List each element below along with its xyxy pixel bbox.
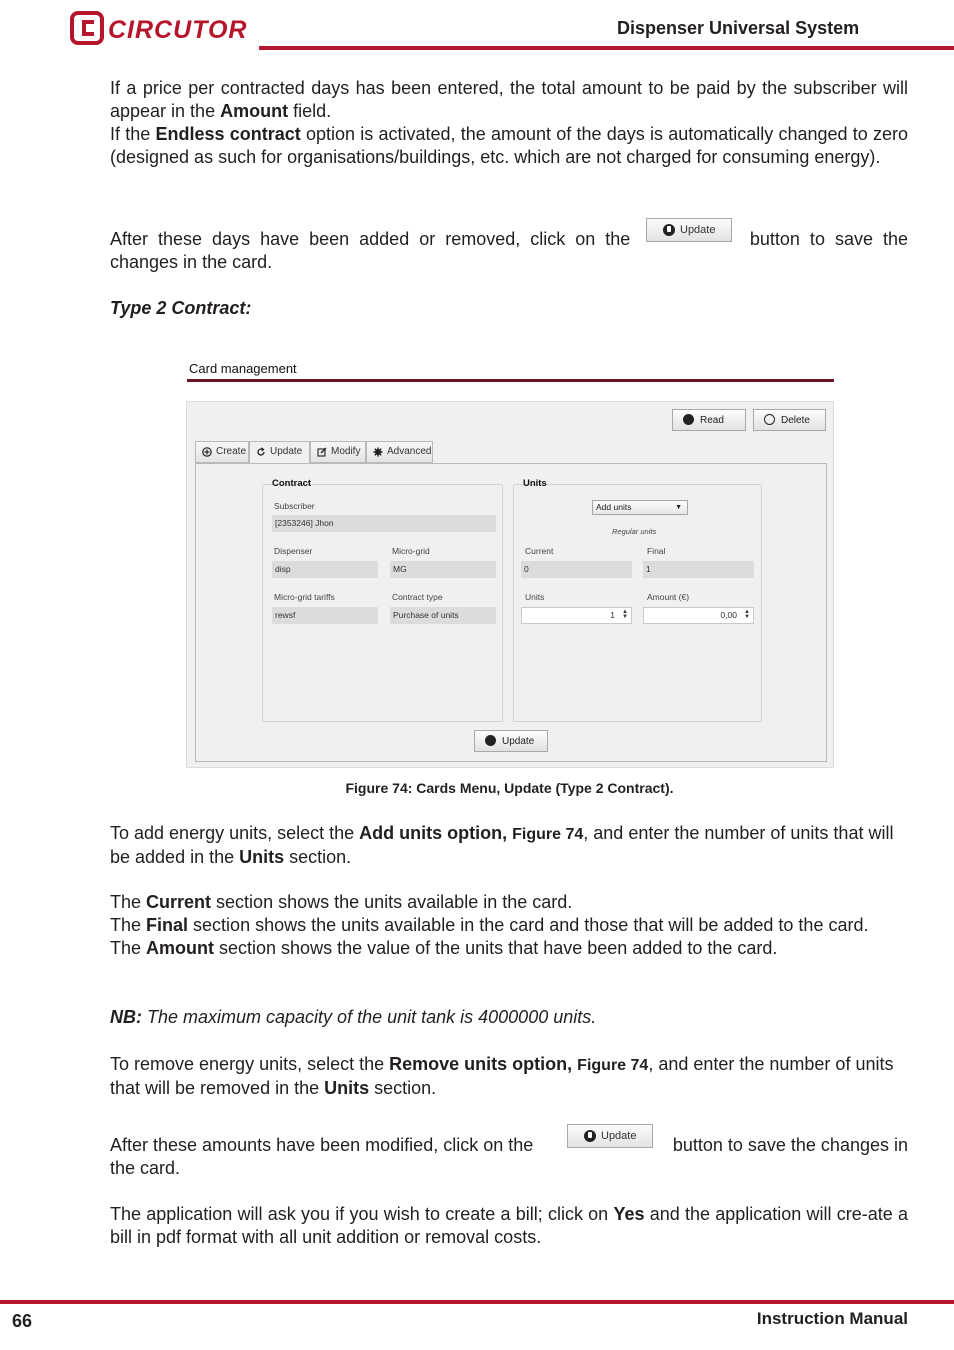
dropdown-arrow-icon: ▼ (675, 504, 682, 511)
spinner-icon[interactable]: ▲ ▼ (744, 609, 750, 620)
current-field[interactable]: 0 (521, 561, 632, 578)
units-input[interactable]: 1 ▲ ▼ (521, 607, 632, 624)
spinner-icon[interactable]: ▲ ▼ (622, 609, 628, 620)
dispenser-field[interactable]: disp (272, 561, 378, 578)
header-rule (259, 46, 954, 50)
update-button[interactable]: Update (474, 730, 548, 752)
paragraph-bill: The application will ask you if you wish to create a bill; click on Yes and the application will cre-ate a bill in pdf format with all unit addition or removal costs. (110, 1204, 909, 1247)
delete-icon (764, 414, 775, 425)
contract-type-field[interactable]: Purchase of units (390, 607, 496, 624)
update-icon (584, 1130, 596, 1142)
plus-circle-icon (202, 447, 212, 457)
final-label: Final (647, 546, 666, 556)
window-title-rule (187, 379, 834, 382)
units-title: Units (523, 478, 547, 489)
tab-modify[interactable]: Modify (310, 441, 366, 463)
amount-label: Amount (€) (647, 592, 690, 602)
microgrid-label: Micro-grid (392, 546, 430, 556)
contract-title: Contract (272, 478, 312, 489)
window-title: Card management (189, 361, 297, 376)
paragraph-add-units: To add energy units, select the Add units option, Figure 74, and enter the number of units that will be added in the Units section. (110, 823, 894, 867)
gear-icon (373, 447, 383, 457)
paragraph-amount: If a price per contracted days has been entered, the total amount to be paid by the subscriber will appear in the Amount field. If the Endless contract option is activated, the amount of the days is automatically changed to zero (designed as such for organisations/buildings, etc. which are not charged for consuming energy). (110, 78, 909, 167)
tab-advanced[interactable]: Advanced (366, 441, 433, 463)
subscriber-label: Subscriber (274, 501, 315, 511)
type2-heading: Type 2 Contract: (110, 298, 252, 318)
footer-title: Instruction Manual (756, 1309, 908, 1328)
update-tab-content (195, 463, 827, 762)
page-number: 66 (12, 1311, 33, 1331)
contract-type-label: Contract type (392, 592, 443, 602)
regular-units-note: Regular units (612, 527, 657, 536)
tariffs-label: Micro-grid tariffs (274, 592, 335, 602)
tab-update[interactable]: Update (249, 441, 310, 464)
tab-create[interactable]: Create (195, 441, 249, 463)
footer-rule (0, 1300, 954, 1304)
edit-icon (317, 447, 327, 457)
paragraph-sections: The Current section shows the units available in the card. The Final section shows the units available in the card and those that will be added to the card. The Amount section shows the value of the units that have been added to the card. (110, 892, 869, 958)
tariffs-field[interactable]: rewsf (272, 607, 378, 624)
header-title: Dispenser Universal System (617, 18, 860, 38)
read-icon (683, 414, 694, 425)
delete-button[interactable]: Delete (753, 409, 826, 431)
paragraph-update-days: After these days have been added or removed, click on the button to save the changes in the card. (110, 229, 908, 272)
units-label: Units (525, 592, 545, 602)
microgrid-field[interactable]: MG (390, 561, 496, 578)
card-panel (186, 401, 834, 768)
card-management-figure (172, 341, 844, 768)
paragraph-update-amounts: After these amounts have been modified, click on the button to save the changes in the card. (110, 1135, 908, 1178)
svg-text:CIRCUTOR: CIRCUTOR (108, 16, 248, 44)
refresh-icon (256, 447, 266, 457)
amount-input[interactable]: 0,00 ▲ ▼ (643, 607, 754, 624)
dispenser-label: Dispenser (274, 546, 313, 556)
contract-group (262, 478, 503, 722)
units-mode-select[interactable]: Add units ▼ (592, 500, 688, 515)
read-button[interactable]: Read (672, 409, 746, 431)
subscriber-field[interactable]: [2353246] Jhon (272, 515, 496, 532)
current-label: Current (525, 546, 554, 556)
final-field[interactable]: 1 (643, 561, 754, 578)
update-button-inline-2[interactable]: Update (567, 1124, 653, 1148)
update-icon (663, 224, 675, 236)
units-group (513, 478, 762, 722)
paragraph-remove-units: To remove energy units, select the Remove units option, Figure 74, and enter the number of units that will be removed in the Units section. (110, 1054, 894, 1098)
update-button-inline[interactable]: Update (646, 218, 732, 242)
nb-note: NB: The maximum capacity of the unit tank is 4000000 units. (110, 1007, 597, 1027)
update-icon (485, 735, 496, 746)
circutor-logo (70, 10, 250, 46)
figure-caption: Figure 74: Cards Menu, Update (Type 2 Contract). (345, 780, 674, 796)
